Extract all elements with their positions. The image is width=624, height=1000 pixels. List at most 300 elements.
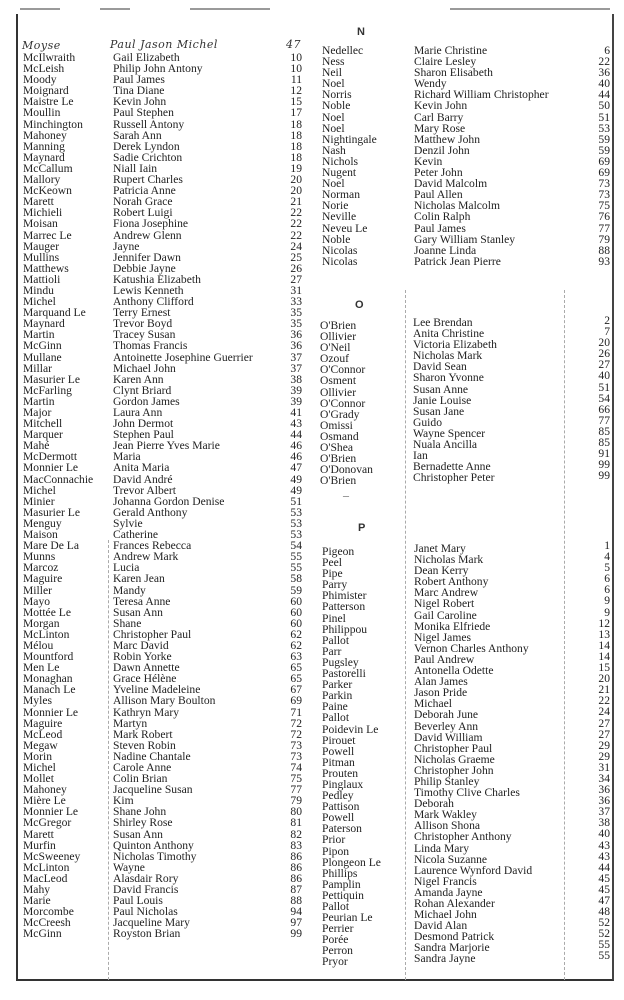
entry-number: 31 (598, 760, 610, 774)
entry-surname: Men Le (23, 661, 60, 675)
entry-number: 81 (290, 816, 302, 830)
scan-mark (450, 8, 610, 10)
scan-mark (190, 8, 270, 10)
entry-forenames: Kevin (414, 154, 443, 168)
entry-number: 79 (598, 232, 610, 246)
entry-forenames: Susan Ann (113, 827, 163, 841)
entry-number: 86 (290, 871, 302, 885)
entry-number: 60 (290, 616, 302, 630)
entry-number: 24 (290, 239, 302, 253)
entry-number: 50 (598, 99, 610, 113)
entry-forenames: David Sean (413, 360, 467, 374)
entry-surname: McGregor (23, 816, 72, 830)
entry-forenames: Bernadette Anne (413, 460, 491, 474)
entry-number: 49 (290, 472, 302, 486)
entry-number: 37 (290, 361, 302, 375)
entry-forenames: Colin Ralph (414, 210, 471, 224)
entry-number: 29 (598, 749, 610, 763)
entry-number: 15 (290, 95, 302, 109)
p-number-column (580, 540, 610, 962)
entry-forenames: Paul James (414, 221, 466, 235)
entry-number: 39 (290, 383, 302, 397)
entry-surname: Mottée Le (23, 605, 71, 619)
entry-forenames: Tracey Susan (113, 328, 176, 342)
entry-forenames: Sylvie (113, 516, 143, 530)
entry-forenames: Linda Mary (414, 841, 470, 855)
entry-number: 38 (290, 372, 302, 386)
entry-number: 41 (290, 406, 302, 419)
entry-surname: Ozouf (320, 352, 349, 366)
entry-number: 9 (604, 605, 610, 619)
entry-forenames: David Francis (113, 883, 179, 897)
entry-number: 7 (604, 325, 610, 339)
entry-forenames: Rohan Alexander (414, 897, 495, 910)
entry-forenames: Robert Anthony (414, 575, 489, 589)
entry-number: 54 (290, 539, 302, 553)
entry-forenames: Thomas Francis (113, 339, 188, 353)
entry-forenames: Alan James (414, 675, 468, 689)
entry-surname: Maguire (23, 572, 63, 586)
entry-surname: Munns (23, 550, 56, 564)
entry-number: 27 (290, 272, 302, 286)
entry-surname: Pattison (322, 800, 360, 814)
entry-surname: McGinn (23, 339, 62, 353)
entry-surname: Norman (322, 188, 360, 202)
entry-number: 86 (290, 849, 302, 863)
entry-number: 6 (604, 583, 610, 597)
entry-forenames: Mark Wakley (414, 808, 477, 822)
entry-surname: Parkin (322, 689, 353, 703)
entry-forenames: Norah Grace (113, 195, 173, 209)
entry-surname: Nicolas (322, 243, 358, 257)
entry-forenames: Terry Ernest (113, 306, 171, 320)
entry-number: 29 (598, 738, 610, 752)
entry-surname: Murfin (23, 838, 56, 852)
entry-number: 27 (598, 358, 610, 372)
entry-forenames: Stephen Paul (113, 428, 174, 442)
entry-forenames: Mark Robert (113, 727, 173, 741)
entry-number: 55 (290, 550, 302, 564)
section-letter-p: P (358, 522, 366, 534)
entry-forenames: Karen Ann (113, 372, 164, 386)
entry-surname: Monnier Le (23, 805, 79, 819)
entry-surname: Marquand Le (23, 306, 86, 320)
entry-number: 45 (598, 882, 610, 896)
entry-number: 10 (290, 62, 302, 76)
handwritten-forenames: Paul Jason Michel (110, 38, 218, 51)
entry-surname: Morin (23, 749, 52, 763)
entry-number: 88 (290, 894, 302, 908)
entry-number: 47 (290, 461, 302, 475)
entry-number: 55 (290, 561, 302, 575)
entry-surname: Nightingale (322, 132, 377, 146)
entry-forenames: Carole Anne (113, 761, 172, 774)
entry-number: 22 (290, 217, 302, 231)
entry-forenames: Andrew Glenn (113, 228, 182, 242)
entry-number: 36 (290, 339, 302, 353)
entry-forenames: Derek Lyndon (113, 139, 180, 153)
entry-surname: Neveu Le (322, 221, 368, 235)
entry-surname: Noel (322, 77, 345, 91)
entry-number: 44 (598, 88, 610, 102)
entry-number: 72 (290, 716, 302, 730)
entry-number: 76 (598, 210, 610, 224)
entry-forenames: David Malcolm (414, 177, 488, 191)
entry-number: 77 (290, 783, 302, 797)
entry-number: 60 (290, 605, 302, 619)
entry-forenames: Desmond Patrick (414, 930, 495, 944)
entry-forenames: Nigel Robert (414, 597, 475, 611)
entry-surname: Pamplin (322, 877, 361, 891)
entry-forenames: Sandra Jayne (414, 952, 476, 966)
entry-forenames: Claire Lesley (414, 55, 477, 69)
entry-forenames: Karen Jean (113, 572, 165, 586)
entry-surname: Martin (23, 394, 55, 408)
entry-forenames: Rupert Charles (113, 173, 183, 187)
entry-surname: O'Connor (320, 363, 366, 377)
entry-forenames: Susan Jane (413, 404, 465, 418)
entry-number: 39 (290, 394, 302, 408)
entry-number: 4 (604, 550, 610, 564)
entry-forenames: Janie Louise (413, 393, 472, 407)
entry-forenames: Nuala Ancilla (413, 438, 478, 452)
entry-surname: McCallum (23, 161, 73, 175)
entry-forenames: Gail Elizabeth (113, 51, 180, 64)
entry-forenames: Nigel James (414, 630, 471, 644)
entry-forenames: Christopher John (414, 763, 494, 777)
entry-surname: Peurian Le (322, 911, 373, 925)
entry-number: 91 (598, 447, 610, 461)
entry-surname: Noble (322, 232, 351, 246)
entry-number: 65 (290, 672, 302, 686)
entry-forenames: Dawn Annette (113, 661, 180, 675)
entry-forenames: Denzil John (414, 143, 470, 157)
entry-number: 52 (598, 927, 610, 941)
entry-forenames: Lewis Kenneth (113, 283, 184, 297)
entry-surname: Perrier (322, 922, 354, 936)
entry-surname: McLeish (23, 62, 65, 76)
entry-number: 72 (290, 727, 302, 741)
entry-surname: Mare De La (23, 539, 80, 553)
entry-forenames: Debbie Jayne (113, 261, 176, 275)
entry-surname: Pitman (322, 755, 355, 769)
entry-number: 49 (290, 483, 302, 497)
entry-surname: Menguy (23, 516, 62, 530)
entry-number: 93 (598, 254, 610, 268)
entry-forenames: Deborah June (414, 708, 479, 722)
entry-forenames: Paul Andrew (414, 652, 475, 666)
entry-surname: Miller (23, 583, 52, 597)
entry-surname: McLinton (23, 627, 70, 641)
entry-surname: Pipon (322, 844, 350, 858)
entry-number: 25 (290, 250, 302, 264)
column-rule (108, 540, 109, 980)
entry-number: 14 (598, 649, 610, 663)
entry-number: 75 (598, 199, 610, 213)
entry-forenames: Christopher Paul (113, 627, 192, 641)
entry-forenames: Robin Yorke (113, 650, 172, 664)
entry-surname: Pedley (322, 789, 354, 803)
entry-number: 59 (598, 132, 610, 146)
entry-surname: Mollet (23, 772, 54, 786)
entry-surname: McSweeney (23, 849, 81, 863)
entry-surname: O'Brien (320, 452, 357, 466)
entry-forenames: Niall Iain (113, 161, 158, 175)
entry-forenames: Joanne Linda (414, 243, 477, 257)
column-rule (564, 290, 565, 980)
entry-forenames: David William (414, 730, 483, 744)
entry-forenames: Colin Brian (113, 772, 168, 786)
entry-number: 20 (290, 173, 302, 187)
entry-forenames: Jennifer Dawn (113, 250, 181, 264)
entry-forenames: Yveline Madeleine (113, 683, 201, 697)
entry-number: 18 (290, 117, 302, 131)
entry-surname: Mallory (23, 173, 61, 187)
entry-forenames: Dean Kerry (414, 564, 469, 578)
entry-number: 62 (290, 627, 302, 641)
entry-number: 40 (598, 77, 610, 91)
entry-forenames: Catherine (113, 528, 159, 542)
entry-surname: Marett (23, 195, 54, 209)
entry-surname: Norris (322, 88, 352, 102)
entry-number: 62 (290, 638, 302, 652)
entry-surname: Maison (23, 528, 58, 542)
entry-number: 73 (290, 738, 302, 752)
entry-surname: Mitchell (23, 417, 63, 431)
entry-forenames: Carl Barry (414, 110, 464, 124)
entry-number: 44 (290, 428, 302, 442)
entry-surname: Neil (322, 66, 342, 80)
entry-forenames: Christopher Anthony (414, 830, 512, 844)
entry-number: 20 (598, 336, 610, 350)
entry-forenames: Tina Diane (113, 84, 165, 98)
entry-surname: Ollivier (320, 330, 357, 344)
entry-forenames: Wendy (414, 77, 447, 91)
entry-forenames: Ian (413, 449, 428, 463)
entry-forenames: Amanda Jayne (414, 885, 483, 899)
entry-number: 5 (604, 561, 610, 575)
section-letter-n: N (357, 26, 365, 38)
entry-surname: Phillips (322, 866, 358, 880)
entry-number: 35 (290, 306, 302, 320)
entry-number: 51 (290, 494, 302, 508)
entry-number: 65 (290, 661, 302, 675)
entry-surname: Prior (322, 833, 346, 847)
entry-number: 75 (290, 772, 302, 786)
section-letter-o: O (355, 299, 364, 311)
entry-surname: Nedellec (322, 44, 364, 57)
entry-forenames: Alasdair Rory (113, 871, 179, 885)
entry-surname: Mountford (23, 650, 74, 664)
entry-surname: Marett (23, 827, 54, 841)
entry-forenames: Timothy Clive Charles (414, 786, 520, 800)
entry-forenames: Kevin John (414, 99, 468, 113)
entry-number: 36 (290, 328, 302, 342)
entry-number: 77 (598, 221, 610, 235)
entry-forenames: Allison Mary Boulton (113, 694, 216, 708)
entry-forenames: Allison Shona (414, 819, 481, 833)
entry-number: 79 (290, 794, 302, 808)
entry-surname: Powell (322, 811, 355, 825)
entry-number: 63 (290, 650, 302, 664)
scan-mark (100, 8, 130, 10)
entry-number: 22 (598, 55, 610, 69)
entry-number: 46 (290, 450, 302, 464)
entry-surname: Powell (322, 744, 355, 758)
entry-surname: Neville (322, 210, 357, 224)
entry-forenames: Marc David (113, 638, 169, 652)
entry-forenames: Mary Rose (414, 121, 466, 135)
entry-surname: Osmand (320, 429, 359, 443)
entry-surname: Noel (322, 121, 345, 135)
entry-surname: McFarling (23, 383, 72, 397)
entry-number: 6 (604, 44, 610, 57)
entry-number: 36 (598, 66, 610, 80)
entry-surname: Nichols (322, 154, 359, 168)
entry-number: 37 (290, 350, 302, 364)
entry-number: 82 (290, 827, 302, 841)
entry-number: 77 (598, 413, 610, 427)
entry-forenames: Guido (413, 415, 442, 429)
entry-number: 47 (598, 894, 610, 907)
entry-surname: Morcombe (23, 905, 74, 919)
entry-number: 13 (598, 627, 610, 641)
entry-number: 27 (598, 727, 610, 741)
entry-surname: O'Neil (320, 341, 351, 355)
entry-surname: Michel (23, 295, 56, 309)
entry-surname: Paterson (322, 822, 362, 836)
entry-surname: Nicolas (322, 254, 358, 268)
entry-surname: Pallot (322, 633, 350, 647)
entry-surname: O'Brien (320, 319, 357, 332)
entry-surname: Mauger (23, 239, 60, 253)
entry-surname: Patterson (322, 600, 366, 614)
entry-number: 73 (598, 188, 610, 202)
entry-forenames: Nicholas Mark (414, 553, 484, 567)
entry-number: 20 (290, 184, 302, 198)
entry-number: 26 (598, 347, 610, 361)
entry-surname: Maynard (23, 150, 65, 164)
entry-number: 18 (290, 139, 302, 153)
entry-surname: Mahoney (23, 128, 67, 142)
entry-surname: Minier (23, 494, 55, 508)
entry-surname: Mattioli (23, 272, 61, 286)
entry-forenames: Nigel Francis (414, 874, 477, 888)
entry-forenames: Laura Ann (113, 406, 163, 419)
entry-surname: Megaw (23, 738, 58, 752)
entry-forenames: Paul James (113, 73, 165, 87)
entry-forenames: Royston Brian (113, 927, 181, 941)
entry-surname: Pryor (322, 955, 348, 969)
entry-surname: Myles (23, 694, 52, 708)
entry-forenames: Robert Luigi (113, 206, 173, 220)
entry-surname: Norie (322, 199, 349, 213)
entry-number: 34 (598, 771, 610, 785)
entry-number: 85 (598, 424, 610, 438)
entry-number: 53 (598, 121, 610, 135)
entry-forenames: Fiona Josephine (113, 217, 189, 231)
entry-surname: Porée (322, 933, 349, 947)
entry-number: 33 (290, 295, 302, 309)
entry-forenames: Nicola Suzanne (414, 852, 488, 866)
entry-surname: McLeod (23, 727, 63, 741)
entry-number: 43 (598, 849, 610, 863)
entry-number: 69 (598, 166, 610, 180)
entry-forenames: Vernon Charles Anthony (414, 641, 529, 655)
entry-number: 35 (290, 317, 302, 331)
entry-number: 58 (290, 572, 302, 586)
entry-number: 51 (598, 380, 610, 394)
entry-surname: Parker (322, 678, 353, 692)
entry-forenames: Martyn (113, 716, 148, 730)
entry-number: 10 (290, 51, 302, 64)
entry-surname: Marrec Le (23, 228, 72, 242)
entry-number: 88 (598, 243, 610, 257)
entry-forenames: Shane (113, 616, 142, 630)
entry-number: 21 (290, 195, 302, 209)
entry-number: 15 (598, 661, 610, 675)
entry-surname: Perron (322, 944, 353, 958)
entry-number: 46 (290, 439, 302, 453)
entry-number: 87 (290, 883, 302, 897)
entry-forenames: Paul Stephen (113, 106, 174, 120)
entry-surname: Maistre Le (23, 95, 74, 109)
entry-number: 26 (290, 261, 302, 275)
entry-number: 11 (290, 73, 302, 87)
entry-number: 80 (290, 805, 302, 819)
entry-surname: Poidevin Le (322, 722, 379, 736)
entry-forenames: Patrick Jean Pierre (414, 254, 501, 268)
entry-surname: Masurier Le (23, 505, 80, 519)
entry-forenames: Russell Antony (113, 117, 185, 131)
entry-forenames: Anita Christine (413, 327, 485, 341)
entry-forenames: Gail Caroline (414, 608, 477, 622)
entry-forenames: Antoinette Josephine Guerrier (113, 350, 253, 364)
entry-forenames: Wayne (113, 860, 145, 874)
entry-surname: Pigeon (322, 545, 355, 558)
entry-forenames: Susan Anne (413, 382, 469, 396)
entry-number: 36 (598, 794, 610, 808)
entry-number: 69 (598, 154, 610, 168)
entry-forenames: Nicholas Mark (413, 349, 483, 363)
entry-number: 51 (598, 110, 610, 124)
entry-surname: McLinton (23, 860, 70, 874)
entry-surname: Pallot (322, 711, 350, 725)
entry-surname: Pinel (322, 611, 346, 625)
n-number-column (580, 45, 610, 267)
entry-forenames: Janet Mary (414, 542, 466, 555)
entry-number: 9 (604, 594, 610, 608)
entry-number: 27 (598, 716, 610, 730)
entry-forenames: David Alan (414, 919, 468, 933)
entry-number: 97 (290, 916, 302, 930)
entry-surname: O'Shea (320, 441, 353, 455)
entry-surname: Moisan (23, 217, 58, 231)
entry-surname: McDermott (23, 450, 78, 464)
entry-surname: Mière Le (23, 794, 66, 808)
entry-number: 71 (290, 705, 302, 719)
m-number-column (272, 52, 302, 940)
entry-forenames: Shane John (113, 805, 167, 819)
entry-surname: Michel (23, 761, 56, 774)
entry-forenames: Peter John (414, 166, 463, 180)
entry-forenames: Deborah (414, 797, 454, 811)
entry-number: 73 (290, 749, 302, 763)
entry-surname: Phimister (322, 589, 367, 603)
column-rule (405, 290, 406, 980)
entry-forenames: Nadine Chantale (113, 749, 191, 763)
entry-surname: Mindu (23, 283, 54, 297)
